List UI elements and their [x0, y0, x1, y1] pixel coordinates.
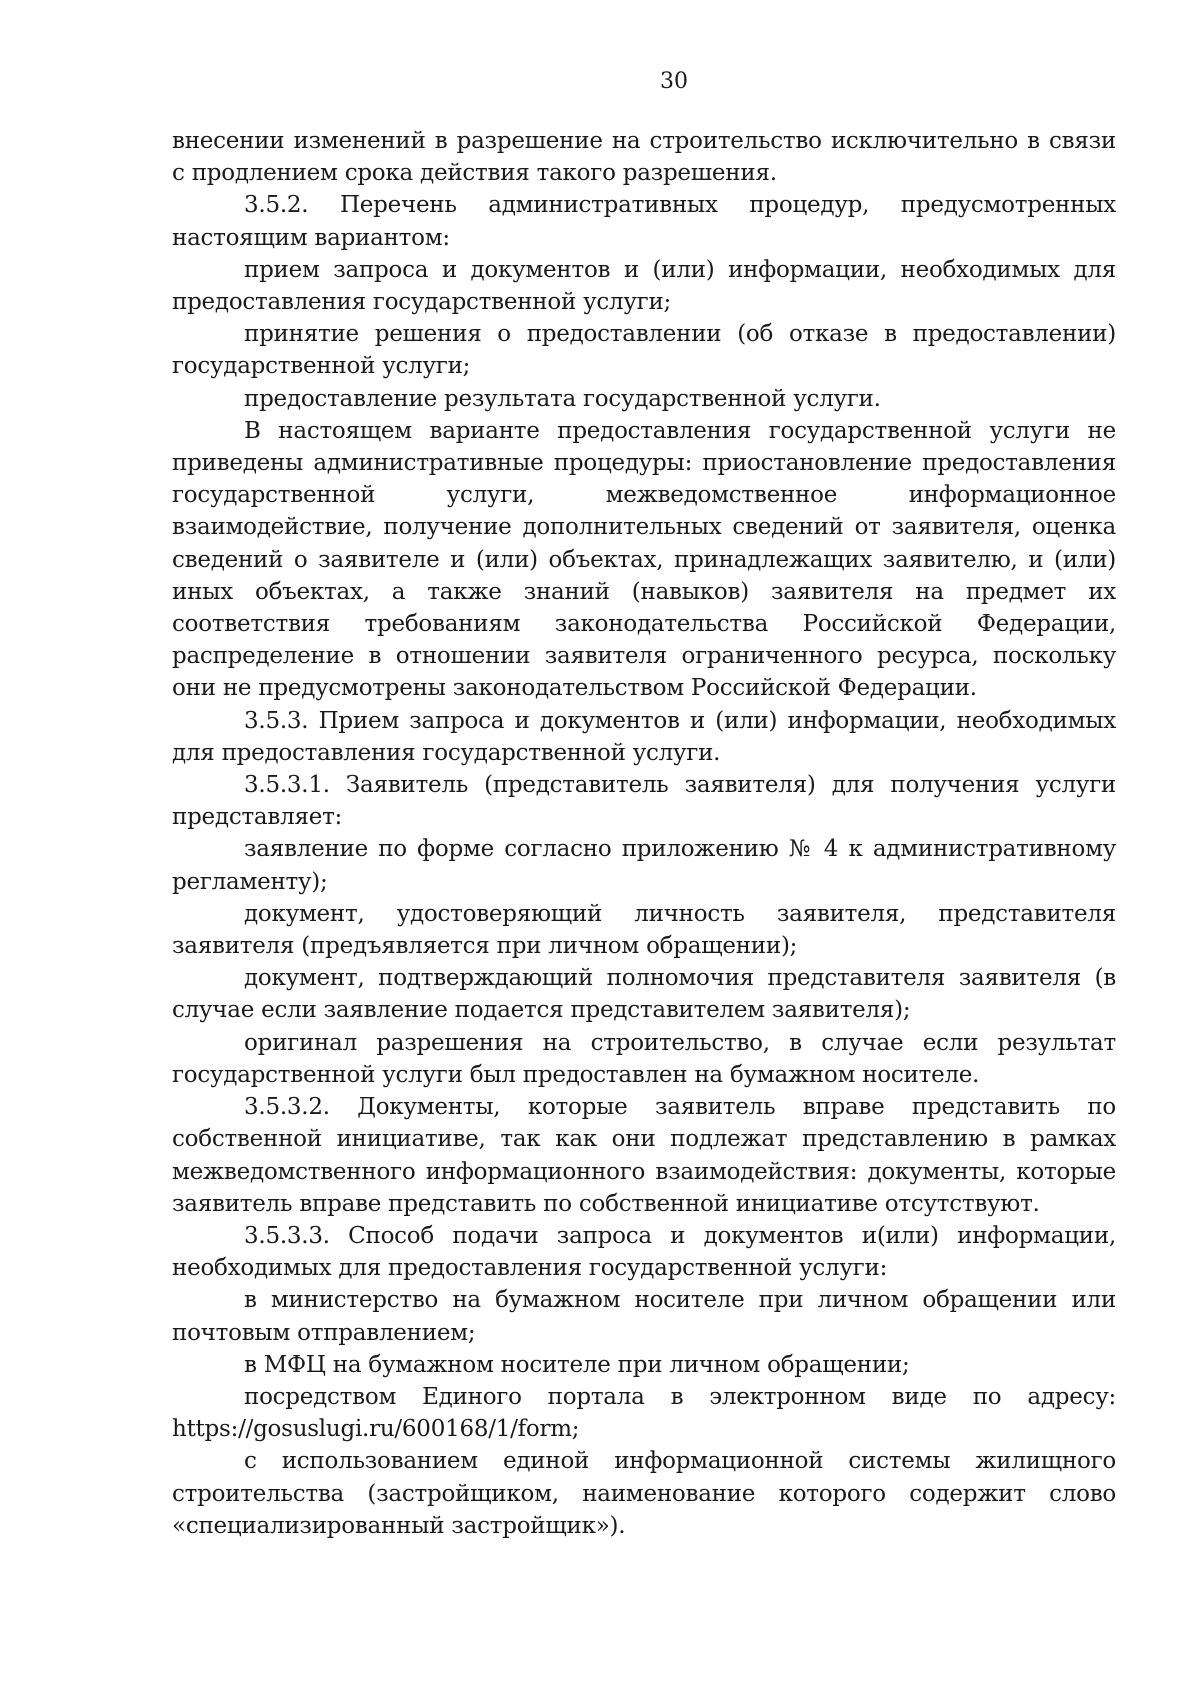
paragraph-3-5-3-2: 3.5.3.2. Документы, которые заявитель вправе представить по собственной инициативе, так как они подлежат представлению в рамках межведомственного информационного взаимодействия: документы, которые заявитель вправе представить по собственной инициативе отсутствуют.: [172, 1094, 1116, 1217]
page-number: 30: [660, 69, 688, 94]
list-item-procedure-3: предоставление результата государственной услуги.: [244, 385, 881, 412]
list-item-identity-document: документ, удостоверяющий личность заявителя, представителя заявителя (предъявляется при личном обращении);: [172, 900, 1116, 960]
list-item-housing-system: с использованием единой информационной системы жилищного строительства (застройщиком, наименование которого содержит слово «специализированный застройщик»).: [172, 1448, 1116, 1539]
paragraph-3-5-3-3: 3.5.3.3. Способ подачи запроса и документов и(или) информации, необходимых для предоставления государственной услуги:: [172, 1222, 1116, 1282]
paragraph-continuation: внесении изменений в разрешение на строительство исключительно в связи с продлением срока действия такого разрешения.: [172, 128, 1116, 187]
list-item-unified-portal: посредством Единого портала в электронном виде по адресу: https://gosuslugi.ru/600168/1/form;: [172, 1383, 1116, 1443]
paragraph-3-5-3: 3.5.3. Прием запроса и документов и (или) информации, необходимых для предоставления государственной услуги.: [172, 707, 1116, 766]
list-item-procedure-1: прием запроса и документов и (или) информации, необходимых для предоставления государственной услуги;: [172, 256, 1116, 316]
paragraph-3-5-2: 3.5.2. Перечень административных процедур, предусмотренных настоящим вариантом:: [172, 192, 1116, 251]
list-item-mfc: в МФЦ на бумажном носителе при личном обращении;: [244, 1351, 910, 1378]
list-item-application: заявление по форме согласно приложению № 4 к административному регламенту);: [172, 836, 1116, 895]
paragraph-3-5-3-1: 3.5.3.1. Заявитель (представитель заявителя) для получения услуги представляет:: [172, 772, 1116, 831]
list-item-ministry: в министерство на бумажном носителе при личном обращении или почтовым отправлением;: [172, 1287, 1116, 1346]
list-item-original-permit: оригинал разрешения на строительство, в случае если результат государственной услуги был предоставлен на бумажном носителе.: [172, 1029, 1116, 1088]
list-item-procedure-2: принятие решения о предоставлении (об отказе в предоставлении) государственной услуги;: [172, 321, 1116, 380]
list-item-authority-document: документ, подтверждающий полномочия представителя заявителя (в случае если заявление подается представителем заявителя);: [172, 965, 1116, 1024]
paragraph-not-provided-procedures: В настоящем варианте предоставления государственной услуги не приведены административные процедуры: приостановление предоставления государственной услуги, межведомственное информационное взаимодействие, получение дополнительных сведений от заявителя, оценка сведений о заявителе и (или) объектах, принадлежащих заявителю, и (или) иных объектах, а также знаний (навыков) заявителя на предмет их соответствия требованиям законодательства Российской Федерации, распределение в отношении заявителя ограниченного ресурса, поскольку они не предусмотрены законодательством Российской Федерации.: [172, 417, 1116, 702]
